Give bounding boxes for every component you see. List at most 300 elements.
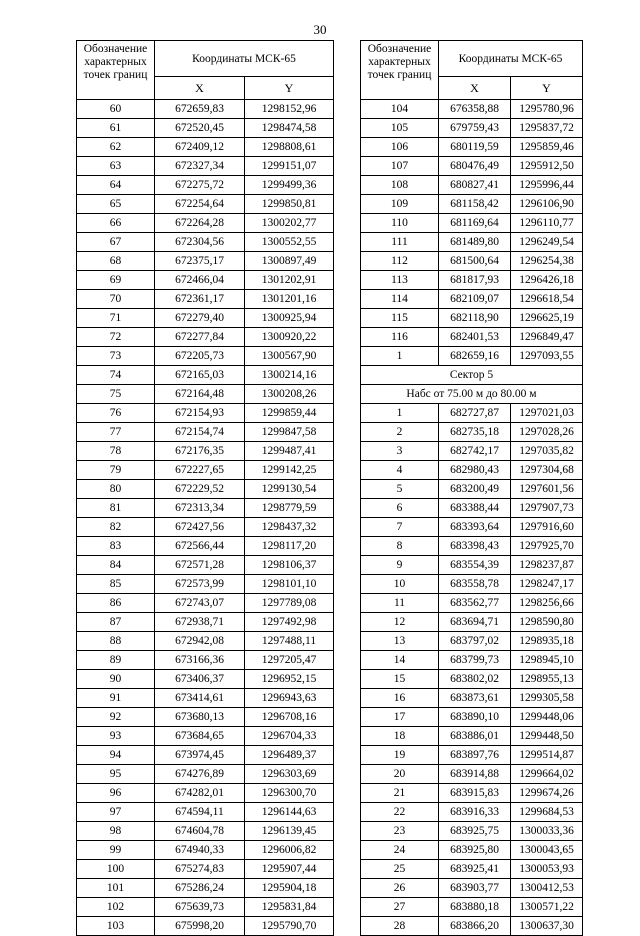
- table-row: [77, 480, 334, 499]
- x-coordinate-cell: 683393,64: [439, 518, 511, 537]
- table-row: [361, 195, 583, 214]
- y-coordinate-cell: 1299130,54: [245, 480, 334, 499]
- table-row: [361, 423, 583, 442]
- y-coordinate-cell: 1296110,77: [511, 214, 583, 233]
- sector-title: Сектор 5: [361, 366, 583, 385]
- x-coordinate-cell: 672375,17: [155, 252, 245, 271]
- point-number-cell: 22: [361, 803, 439, 822]
- table-row: [361, 157, 583, 176]
- x-coordinate-cell: 683799,73: [439, 651, 511, 670]
- point-number-cell: 6: [361, 499, 439, 518]
- point-number-cell: 102: [77, 898, 155, 917]
- point-number-cell: 23: [361, 822, 439, 841]
- x-coordinate-cell: 682401,53: [439, 328, 511, 347]
- y-coordinate-cell: 1296708,16: [245, 708, 334, 727]
- table-row: [361, 898, 583, 917]
- y-coordinate-cell: 1300033,36: [511, 822, 583, 841]
- x-coordinate-cell: 673974,45: [155, 746, 245, 765]
- y-coordinate-cell: 1295780,96: [511, 100, 583, 119]
- y-coordinate-cell: 1298247,17: [511, 575, 583, 594]
- y-coordinate-cell: 1299847,58: [245, 423, 334, 442]
- x-coordinate-cell: 672304,56: [155, 233, 245, 252]
- point-number-cell: 116: [361, 328, 439, 347]
- point-number-cell: 105: [361, 119, 439, 138]
- x-coordinate-cell: 674604,78: [155, 822, 245, 841]
- y-coordinate-cell: 1300043,65: [511, 841, 583, 860]
- x-coordinate-cell: 672275,72: [155, 176, 245, 195]
- y-coordinate-cell: 1296249,54: [511, 233, 583, 252]
- table-row: [77, 651, 334, 670]
- table-row: [77, 176, 334, 195]
- x-coordinate-cell: 673406,37: [155, 670, 245, 689]
- x-coordinate-cell: 681158,42: [439, 195, 511, 214]
- x-coordinate-cell: 672942,08: [155, 632, 245, 651]
- y-coordinate-cell: 1296849,47: [511, 328, 583, 347]
- table-row: [361, 822, 583, 841]
- point-number-cell: 25: [361, 860, 439, 879]
- point-number-cell: 17: [361, 708, 439, 727]
- table-row: [77, 195, 334, 214]
- y-coordinate-cell: 1298779,59: [245, 499, 334, 518]
- table-row: [77, 575, 334, 594]
- x-coordinate-cell: 683873,61: [439, 689, 511, 708]
- table-row: [77, 841, 334, 860]
- y-coordinate-cell: 1296006,82: [245, 841, 334, 860]
- table-row: [77, 594, 334, 613]
- table-row: [77, 309, 334, 328]
- y-coordinate-cell: 1297488,11: [245, 632, 334, 651]
- y-coordinate-cell: 1296489,37: [245, 746, 334, 765]
- point-number-cell: 28: [361, 917, 439, 936]
- x-coordinate-cell: 672279,40: [155, 309, 245, 328]
- y-coordinate-cell: 1299487,41: [245, 442, 334, 461]
- table-row: [77, 290, 334, 309]
- y-coordinate-cell: 1295904,18: [245, 879, 334, 898]
- point-number-cell: 76: [77, 404, 155, 423]
- x-coordinate-cell: 683797,02: [439, 632, 511, 651]
- y-coordinate-cell: 1300925,94: [245, 309, 334, 328]
- table-row: [77, 708, 334, 727]
- point-number-cell: 24: [361, 841, 439, 860]
- point-number-cell: 93: [77, 727, 155, 746]
- x-coordinate-cell: 672427,56: [155, 518, 245, 537]
- x-coordinate-cell: 674276,89: [155, 765, 245, 784]
- table-row: [361, 290, 583, 309]
- point-number-cell: 85: [77, 575, 155, 594]
- x-coordinate-cell: 672327,34: [155, 157, 245, 176]
- point-number-cell: 95: [77, 765, 155, 784]
- table-row: [361, 689, 583, 708]
- y-coordinate-cell: 1295837,72: [511, 119, 583, 138]
- y-coordinate-cell: 1297492,98: [245, 613, 334, 632]
- point-number-cell: 13: [361, 632, 439, 651]
- table-row: [361, 727, 583, 746]
- table-row: [361, 233, 583, 252]
- x-coordinate-cell: 672229,52: [155, 480, 245, 499]
- x-coordinate-cell: 672743,07: [155, 594, 245, 613]
- y-coordinate-cell: 1299142,25: [245, 461, 334, 480]
- x-coordinate-cell: 672154,74: [155, 423, 245, 442]
- y-coordinate-cell: 1295907,44: [245, 860, 334, 879]
- table-row: [77, 746, 334, 765]
- point-number-cell: 8: [361, 537, 439, 556]
- point-number-cell: 104: [361, 100, 439, 119]
- x-coordinate-cell: 681500,64: [439, 252, 511, 271]
- x-coordinate-cell: 673166,36: [155, 651, 245, 670]
- x-coordinate-cell: 680476,49: [439, 157, 511, 176]
- sector-table-body: [361, 404, 583, 936]
- table-row: [361, 575, 583, 594]
- point-number-cell: 19: [361, 746, 439, 765]
- sector-section: [361, 366, 583, 404]
- y-coordinate-cell: 1295912,50: [511, 157, 583, 176]
- point-number-cell: 61: [77, 119, 155, 138]
- x-coordinate-cell: 682109,07: [439, 290, 511, 309]
- table-row: [77, 461, 334, 480]
- table-row: [361, 670, 583, 689]
- x-coordinate-cell: 672466,04: [155, 271, 245, 290]
- x-coordinate-cell: 683890,10: [439, 708, 511, 727]
- point-number-cell: 89: [77, 651, 155, 670]
- point-number-cell: 71: [77, 309, 155, 328]
- point-number-cell: 108: [361, 176, 439, 195]
- point-number-cell: 97: [77, 803, 155, 822]
- table-row: [77, 499, 334, 518]
- point-number-cell: 67: [77, 233, 155, 252]
- y-coordinate-cell: 1300920,22: [245, 328, 334, 347]
- y-coordinate-cell: 1296254,38: [511, 252, 583, 271]
- point-number-cell: 14: [361, 651, 439, 670]
- x-coordinate-cell: 683802,02: [439, 670, 511, 689]
- y-coordinate-cell: 1296300,70: [245, 784, 334, 803]
- table-row: [361, 309, 583, 328]
- table-row: [77, 556, 334, 575]
- x-coordinate-cell: 672176,35: [155, 442, 245, 461]
- y-coordinate-cell: 1296704,33: [245, 727, 334, 746]
- table-row: [361, 442, 583, 461]
- x-coordinate-cell: 683925,75: [439, 822, 511, 841]
- point-number-cell: 15: [361, 670, 439, 689]
- left-table-body: [77, 100, 334, 936]
- table-row: [361, 138, 583, 157]
- x-coordinate-cell: 683915,83: [439, 784, 511, 803]
- y-coordinate-cell: 1296952,15: [245, 670, 334, 689]
- point-number-cell: 65: [77, 195, 155, 214]
- point-number-cell: 111: [361, 233, 439, 252]
- y-coordinate-cell: 1298935,18: [511, 632, 583, 651]
- table-row: [361, 860, 583, 879]
- table-row: [77, 271, 334, 290]
- table-row: [77, 784, 334, 803]
- x-coordinate-cell: 672154,93: [155, 404, 245, 423]
- point-number-cell: 78: [77, 442, 155, 461]
- point-designation-header: Обозначение характерных точек границ: [77, 41, 155, 100]
- point-number-cell: 9: [361, 556, 439, 575]
- y-coordinate-cell: 1299448,50: [511, 727, 583, 746]
- point-number-cell: 16: [361, 689, 439, 708]
- table-row: [361, 499, 583, 518]
- x-coordinate-cell: 672264,28: [155, 214, 245, 233]
- y-coordinate-cell: 1297035,82: [511, 442, 583, 461]
- x-coordinate-cell: 672659,83: [155, 100, 245, 119]
- y-coordinate-cell: 1300637,30: [511, 917, 583, 936]
- point-number-cell: 4: [361, 461, 439, 480]
- x-column-header: X: [439, 77, 511, 100]
- point-number-cell: 103: [77, 917, 155, 936]
- table-row: [77, 917, 334, 936]
- y-coordinate-cell: 1298590,80: [511, 613, 583, 632]
- table-row: [361, 461, 583, 480]
- point-number-cell: 86: [77, 594, 155, 613]
- point-number-cell: 96: [77, 784, 155, 803]
- table-row: [77, 252, 334, 271]
- table-row: [77, 423, 334, 442]
- table-row: [77, 138, 334, 157]
- y-coordinate-cell: 1300412,53: [511, 879, 583, 898]
- point-number-cell: 18: [361, 727, 439, 746]
- y-coordinate-cell: 1301202,91: [245, 271, 334, 290]
- table-row: [361, 119, 583, 138]
- y-coordinate-cell: 1295790,70: [245, 917, 334, 936]
- table-row: [361, 708, 583, 727]
- x-coordinate-cell: 672164,48: [155, 385, 245, 404]
- coordinates-header: Координаты МСК-65: [439, 41, 583, 77]
- x-coordinate-cell: 683866,20: [439, 917, 511, 936]
- sector-height-range: Набс от 75.00 м до 80.00 м: [361, 385, 583, 404]
- table-row: [361, 537, 583, 556]
- x-column-header: X: [155, 77, 245, 100]
- y-coordinate-cell: 1298945,10: [511, 651, 583, 670]
- table-row: [361, 556, 583, 575]
- x-coordinate-cell: 680827,41: [439, 176, 511, 195]
- x-coordinate-cell: 681489,80: [439, 233, 511, 252]
- y-coordinate-cell: 1300567,90: [245, 347, 334, 366]
- table-row: [77, 670, 334, 689]
- point-number-cell: 79: [77, 461, 155, 480]
- point-number-cell: 62: [77, 138, 155, 157]
- table-row: [361, 347, 583, 366]
- y-coordinate-cell: 1298808,61: [245, 138, 334, 157]
- point-number-cell: 63: [77, 157, 155, 176]
- y-coordinate-cell: 1298955,13: [511, 670, 583, 689]
- x-coordinate-cell: 683903,77: [439, 879, 511, 898]
- x-coordinate-cell: 683914,88: [439, 765, 511, 784]
- point-number-cell: 115: [361, 309, 439, 328]
- x-coordinate-cell: 683558,78: [439, 575, 511, 594]
- table-row: [77, 404, 334, 423]
- point-number-cell: 1: [361, 404, 439, 423]
- table-row: [77, 898, 334, 917]
- point-number-cell: 80: [77, 480, 155, 499]
- table-row: [77, 727, 334, 746]
- point-number-cell: 2: [361, 423, 439, 442]
- y-coordinate-cell: 1299859,44: [245, 404, 334, 423]
- y-coordinate-cell: 1298437,32: [245, 518, 334, 537]
- point-number-cell: 77: [77, 423, 155, 442]
- y-coordinate-cell: 1296943,63: [245, 689, 334, 708]
- table-row: [361, 480, 583, 499]
- y-coordinate-cell: 1300897,49: [245, 252, 334, 271]
- y-coordinate-cell: 1296139,45: [245, 822, 334, 841]
- point-number-cell: 84: [77, 556, 155, 575]
- x-coordinate-cell: 683916,33: [439, 803, 511, 822]
- coordinates-header: Координаты МСК-65: [155, 41, 334, 77]
- table-row: [361, 879, 583, 898]
- y-coordinate-cell: 1297093,55: [511, 347, 583, 366]
- point-number-cell: 107: [361, 157, 439, 176]
- x-coordinate-cell: 675274,83: [155, 860, 245, 879]
- x-coordinate-cell: 672313,34: [155, 499, 245, 518]
- table-row: [361, 803, 583, 822]
- y-coordinate-cell: 1295831,84: [245, 898, 334, 917]
- point-number-cell: 83: [77, 537, 155, 556]
- y-coordinate-cell: 1298106,37: [245, 556, 334, 575]
- y-coordinate-cell: 1297789,08: [245, 594, 334, 613]
- x-coordinate-cell: 672409,12: [155, 138, 245, 157]
- table-row: [77, 537, 334, 556]
- point-number-cell: 73: [77, 347, 155, 366]
- table-row: [77, 214, 334, 233]
- y-coordinate-cell: 1299305,58: [511, 689, 583, 708]
- point-number-cell: 1: [361, 347, 439, 366]
- table-row: [361, 765, 583, 784]
- y-coordinate-cell: 1298256,66: [511, 594, 583, 613]
- x-coordinate-cell: 683554,39: [439, 556, 511, 575]
- point-number-cell: 64: [77, 176, 155, 195]
- x-coordinate-cell: 681169,64: [439, 214, 511, 233]
- point-number-cell: 3: [361, 442, 439, 461]
- y-coordinate-cell: 1298117,20: [245, 537, 334, 556]
- x-coordinate-cell: 683880,18: [439, 898, 511, 917]
- table-row: [77, 385, 334, 404]
- y-coordinate-cell: 1299514,87: [511, 746, 583, 765]
- point-number-cell: 12: [361, 613, 439, 632]
- x-coordinate-cell: 682735,18: [439, 423, 511, 442]
- x-coordinate-cell: 683886,01: [439, 727, 511, 746]
- y-coordinate-cell: 1295859,46: [511, 138, 583, 157]
- table-row: [361, 518, 583, 537]
- x-coordinate-cell: 672573,99: [155, 575, 245, 594]
- x-coordinate-cell: 683388,44: [439, 499, 511, 518]
- y-column-header: Y: [245, 77, 334, 100]
- y-coordinate-cell: 1300214,16: [245, 366, 334, 385]
- table-row: [361, 841, 583, 860]
- y-coordinate-cell: 1300202,77: [245, 214, 334, 233]
- y-coordinate-cell: 1297021,03: [511, 404, 583, 423]
- y-coordinate-cell: 1295996,44: [511, 176, 583, 195]
- point-number-cell: 81: [77, 499, 155, 518]
- coordinates-table-right: [360, 40, 583, 936]
- x-coordinate-cell: 683398,43: [439, 537, 511, 556]
- table-row: [361, 404, 583, 423]
- table-row: [361, 613, 583, 632]
- x-coordinate-cell: 675286,24: [155, 879, 245, 898]
- y-coordinate-cell: 1299151,07: [245, 157, 334, 176]
- x-coordinate-cell: 682727,87: [439, 404, 511, 423]
- point-number-cell: 112: [361, 252, 439, 271]
- point-number-cell: 90: [77, 670, 155, 689]
- y-coordinate-cell: 1300552,55: [245, 233, 334, 252]
- x-coordinate-cell: 672254,64: [155, 195, 245, 214]
- x-coordinate-cell: 683562,77: [439, 594, 511, 613]
- y-coordinate-cell: 1300053,93: [511, 860, 583, 879]
- table-row: [361, 632, 583, 651]
- y-coordinate-cell: 1300208,26: [245, 385, 334, 404]
- table-row: [77, 366, 334, 385]
- y-coordinate-cell: 1301201,16: [245, 290, 334, 309]
- x-coordinate-cell: 673680,13: [155, 708, 245, 727]
- table-row: [77, 765, 334, 784]
- point-number-cell: 101: [77, 879, 155, 898]
- point-number-cell: 69: [77, 271, 155, 290]
- y-coordinate-cell: 1298152,96: [245, 100, 334, 119]
- y-coordinate-cell: 1297925,70: [511, 537, 583, 556]
- point-number-cell: 99: [77, 841, 155, 860]
- table-row: [77, 157, 334, 176]
- point-number-cell: 7: [361, 518, 439, 537]
- x-coordinate-cell: 680119,59: [439, 138, 511, 157]
- point-number-cell: 72: [77, 328, 155, 347]
- x-coordinate-cell: 675639,73: [155, 898, 245, 917]
- point-number-cell: 92: [77, 708, 155, 727]
- y-coordinate-cell: 1296144,63: [245, 803, 334, 822]
- table-row: [361, 328, 583, 347]
- y-coordinate-cell: 1297304,68: [511, 461, 583, 480]
- x-coordinate-cell: 679759,43: [439, 119, 511, 138]
- x-coordinate-cell: 676358,88: [439, 100, 511, 119]
- y-coordinate-cell: 1296426,18: [511, 271, 583, 290]
- y-coordinate-cell: 1299674,26: [511, 784, 583, 803]
- point-number-cell: 20: [361, 765, 439, 784]
- point-number-cell: 88: [77, 632, 155, 651]
- y-coordinate-cell: 1299448,06: [511, 708, 583, 727]
- x-coordinate-cell: 683694,71: [439, 613, 511, 632]
- x-coordinate-cell: 672571,28: [155, 556, 245, 575]
- table-row: [77, 100, 334, 119]
- x-coordinate-cell: 683925,41: [439, 860, 511, 879]
- y-coordinate-cell: 1299499,36: [245, 176, 334, 195]
- x-coordinate-cell: 682659,16: [439, 347, 511, 366]
- point-number-cell: 26: [361, 879, 439, 898]
- table-row: [77, 879, 334, 898]
- point-number-cell: 91: [77, 689, 155, 708]
- point-number-cell: 100: [77, 860, 155, 879]
- x-coordinate-cell: 682980,43: [439, 461, 511, 480]
- table-row: [361, 917, 583, 936]
- sector-title-row: [361, 366, 583, 385]
- point-number-cell: 5: [361, 480, 439, 499]
- y-coordinate-cell: 1296303,69: [245, 765, 334, 784]
- right-table-body: [361, 100, 583, 366]
- table-row: [361, 594, 583, 613]
- table-row: [77, 689, 334, 708]
- x-coordinate-cell: 673414,61: [155, 689, 245, 708]
- point-number-cell: 21: [361, 784, 439, 803]
- table-row: [361, 271, 583, 290]
- point-number-cell: 106: [361, 138, 439, 157]
- x-coordinate-cell: 672938,71: [155, 613, 245, 632]
- table-row: [77, 518, 334, 537]
- y-coordinate-cell: 1296106,90: [511, 195, 583, 214]
- y-coordinate-cell: 1297205,47: [245, 651, 334, 670]
- point-number-cell: 94: [77, 746, 155, 765]
- table-row: [361, 100, 583, 119]
- y-coordinate-cell: 1296618,54: [511, 290, 583, 309]
- point-number-cell: 74: [77, 366, 155, 385]
- y-coordinate-cell: 1297916,60: [511, 518, 583, 537]
- sector-height-row: [361, 385, 583, 404]
- x-coordinate-cell: 672165,03: [155, 366, 245, 385]
